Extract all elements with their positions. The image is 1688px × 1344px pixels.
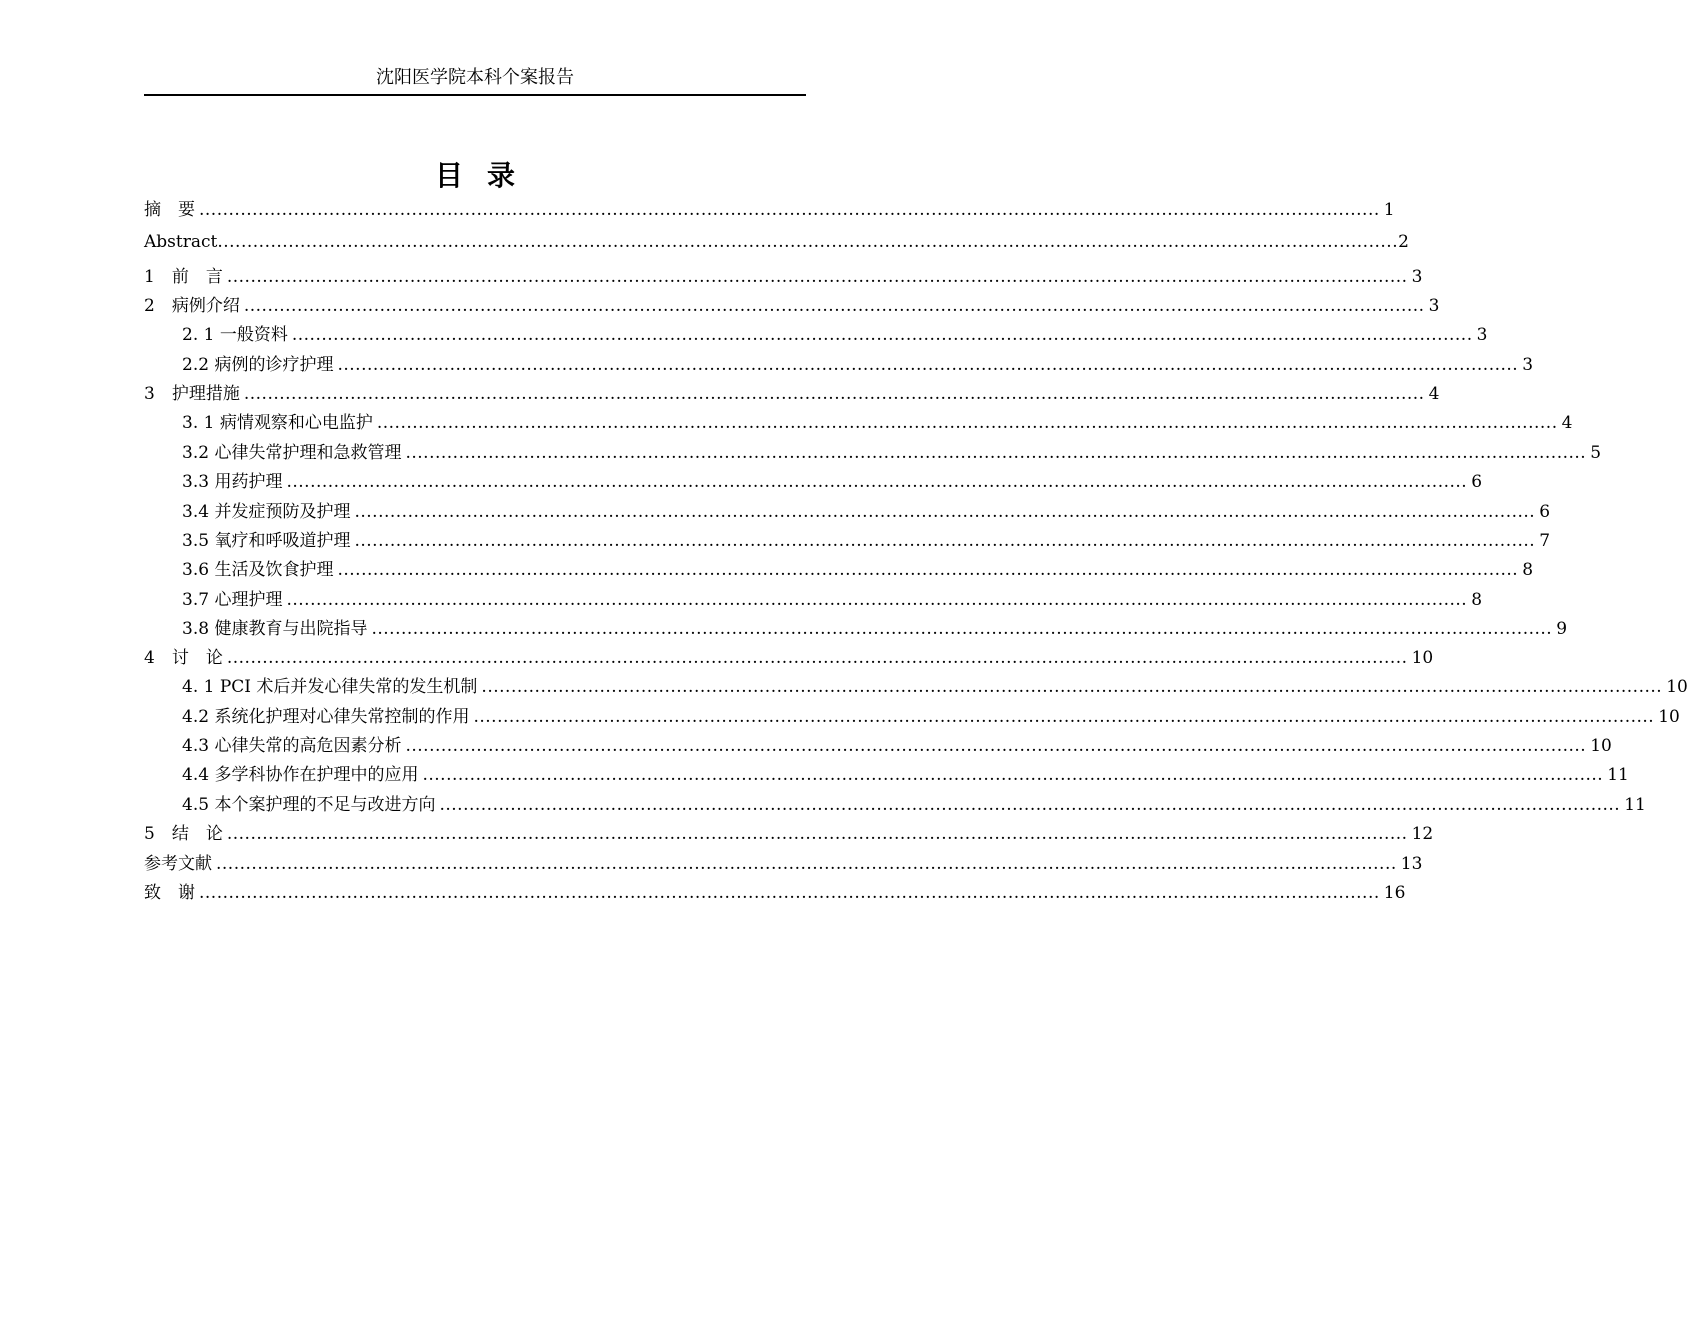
- toc-entry-page: 9: [1556, 619, 1568, 639]
- dot-leader: ........................................................................................................................................................................................................: [439, 795, 1621, 815]
- toc-entry-page: 10: [1658, 707, 1680, 727]
- toc-entry-4-5[interactable]: [144, 793, 1646, 817]
- toc-entry-4-3[interactable]: [144, 734, 1612, 758]
- toc-entry-page: 3: [1522, 355, 1534, 375]
- toc-entry-1[interactable]: [144, 265, 1423, 289]
- toc-entry-page: 16: [1383, 883, 1406, 903]
- toc-entry-page: 3: [1428, 296, 1440, 316]
- toc-entry-3-3[interactable]: [144, 470, 1483, 494]
- dot-leader: ........................................................................................................................................................................................................: [371, 619, 1553, 639]
- toc-entry-label: 3.5 氧疗和呼吸道护理: [182, 531, 351, 551]
- dot-leader: ........................................................................................................................................................................................................: [473, 707, 1655, 727]
- toc-entry-label: 4.5 本个案护理的不足与改进方向: [182, 795, 436, 815]
- toc-entry-2[interactable]: [144, 294, 1440, 318]
- dot-leader: ........................................................................................................................................................................................................: [354, 502, 1536, 522]
- toc-entry-page: 10: [1590, 736, 1612, 756]
- dot-leader: ........................................................................................................................................................................................................: [354, 531, 1536, 551]
- toc-entry-label: 致 谢: [144, 883, 195, 903]
- toc-entry-page: 6: [1471, 472, 1483, 492]
- toc-entry-acknowledgements[interactable]: [144, 881, 1406, 905]
- toc-entry-page: 4: [1561, 413, 1573, 433]
- toc-entry-3-5[interactable]: [144, 529, 1551, 553]
- toc-entry-2-2[interactable]: [144, 353, 1534, 377]
- toc-entry-label: 4.4 多学科协作在护理中的应用: [182, 765, 419, 785]
- toc-entry-label: 4 讨 论: [144, 648, 223, 668]
- toc-entry-label: 3.3 用药护理: [182, 472, 283, 492]
- toc-entry-page: 5: [1590, 443, 1602, 463]
- toc-entry-page: 11: [1624, 795, 1646, 815]
- dot-leader: ........................................................................................................................................................................................................: [199, 883, 1380, 903]
- toc-entry-page: 10: [1666, 677, 1688, 697]
- toc-entry-3[interactable]: [144, 382, 1440, 406]
- dot-leader: ........................................................................................................................................................................................................: [405, 736, 1587, 756]
- dot-leader: ........................................................................................................................................................................................................: [286, 472, 1468, 492]
- dot-leader: ........................................................................................................................................................................................................: [405, 443, 1587, 463]
- toc-entry-4-1[interactable]: [144, 675, 1688, 699]
- toc-entry-label: 2.2 病例的诊疗护理: [182, 355, 334, 375]
- toc-entry-label: 3.8 健康教育与出院指导: [182, 619, 368, 639]
- toc-entry-label: 4.2 系统化护理对心律失常控制的作用: [182, 707, 470, 727]
- toc-entry-4[interactable]: [144, 646, 1434, 670]
- dot-leader: ........................................................................................................................................................................................................: [216, 854, 1397, 874]
- toc-entry-label: 3.4 并发症预防及护理: [182, 502, 351, 522]
- toc-entry-label: 3.7 心理护理: [182, 590, 283, 610]
- toc-entry-label: 2. 1 一般资料: [182, 325, 288, 345]
- toc-entry-page: 4: [1428, 384, 1440, 404]
- toc-entry-4-4[interactable]: [144, 763, 1629, 787]
- toc-entry-3-8[interactable]: [144, 617, 1568, 641]
- toc-entry-page: 12: [1411, 824, 1434, 844]
- toc-entry-3-7[interactable]: [144, 588, 1483, 612]
- toc-entry-page: 3: [1411, 267, 1423, 287]
- toc-entry-page: 2: [1398, 232, 1409, 252]
- toc-entry-3-2[interactable]: [144, 441, 1602, 465]
- toc-entry-label: 3.6 生活及饮食护理: [182, 560, 334, 580]
- dot-leader: ........................................................................................................................................................................................................: [481, 677, 1663, 697]
- toc-entry-label: 2 病例介绍: [144, 296, 240, 316]
- toc-entry-label: 3. 1 病情观察和心电监护: [182, 413, 373, 433]
- toc-entry-page: 10: [1411, 648, 1434, 668]
- dot-leader: ........................................................................................................................................................................................................: [337, 355, 1519, 375]
- toc-entry-label: 1 前 言: [144, 267, 223, 287]
- header-rule: [144, 94, 806, 96]
- dot-leader: ........................................................................................................................................................................................................: [226, 648, 1408, 668]
- toc-entry-abstract-en[interactable]: [144, 230, 1409, 254]
- toc-entry-page: 8: [1522, 560, 1534, 580]
- dot-leader: ........................................................................................................................................................................................................: [286, 590, 1468, 610]
- toc-entry-page: 1: [1383, 200, 1395, 220]
- toc-entry-page: 7: [1539, 531, 1551, 551]
- dot-leader: ........................................................................................................................................................................................................: [243, 384, 1425, 404]
- toc-entry-page: 13: [1400, 854, 1423, 874]
- dot-leader: ........................................................................................................................................................................................................: [243, 296, 1425, 316]
- toc-entry-5[interactable]: [144, 822, 1434, 846]
- dot-leader: ........................................................................................................................................................................................................: [337, 560, 1519, 580]
- dot-leader: ........................................................................................................................................................................................................: [291, 325, 1473, 345]
- dot-leader: ........................................................................................................................................................................................................: [226, 824, 1408, 844]
- page-header-title: 沈阳医学院本科个案报告: [376, 67, 574, 88]
- toc-entry-page: 8: [1471, 590, 1483, 610]
- toc-entry-abstract-cn[interactable]: [144, 198, 1395, 222]
- toc-entry-references[interactable]: [144, 852, 1423, 876]
- toc-entry-label: 4. 1 PCI 术后并发心律失常的发生机制: [182, 677, 478, 697]
- dot-leader: ........................................................................................................................................................................................................: [217, 232, 1399, 252]
- toc-entry-label: 摘 要: [144, 200, 195, 220]
- toc-entry-3-6[interactable]: [144, 558, 1534, 582]
- toc-entry-label: 5 结 论: [144, 824, 223, 844]
- toc-entry-page: 3: [1476, 325, 1488, 345]
- toc-entry-label: 4.3 心律失常的高危因素分析: [182, 736, 402, 756]
- dot-leader: ........................................................................................................................................................................................................: [226, 267, 1408, 287]
- toc-entry-label: 参考文献: [144, 854, 212, 874]
- toc-entry-label: 3.2 心律失常护理和急救管理: [182, 443, 402, 463]
- toc-entry-4-2[interactable]: [144, 705, 1680, 729]
- dot-leader: ........................................................................................................................................................................................................: [376, 413, 1558, 433]
- toc-entry-2-1[interactable]: [144, 323, 1488, 347]
- dot-leader: ........................................................................................................................................................................................................: [199, 200, 1380, 220]
- toc-entry-3-4[interactable]: [144, 500, 1551, 524]
- toc-entry-page: 11: [1607, 765, 1629, 785]
- toc-title: 目录: [434, 159, 539, 192]
- dot-leader: ........................................................................................................................................................................................................: [422, 765, 1604, 785]
- toc-entry-page: 6: [1539, 502, 1551, 522]
- toc-entry-label: 3 护理措施: [144, 384, 240, 404]
- toc-entry-3-1[interactable]: [144, 411, 1573, 435]
- toc-entry-label: Abstract: [144, 232, 218, 252]
